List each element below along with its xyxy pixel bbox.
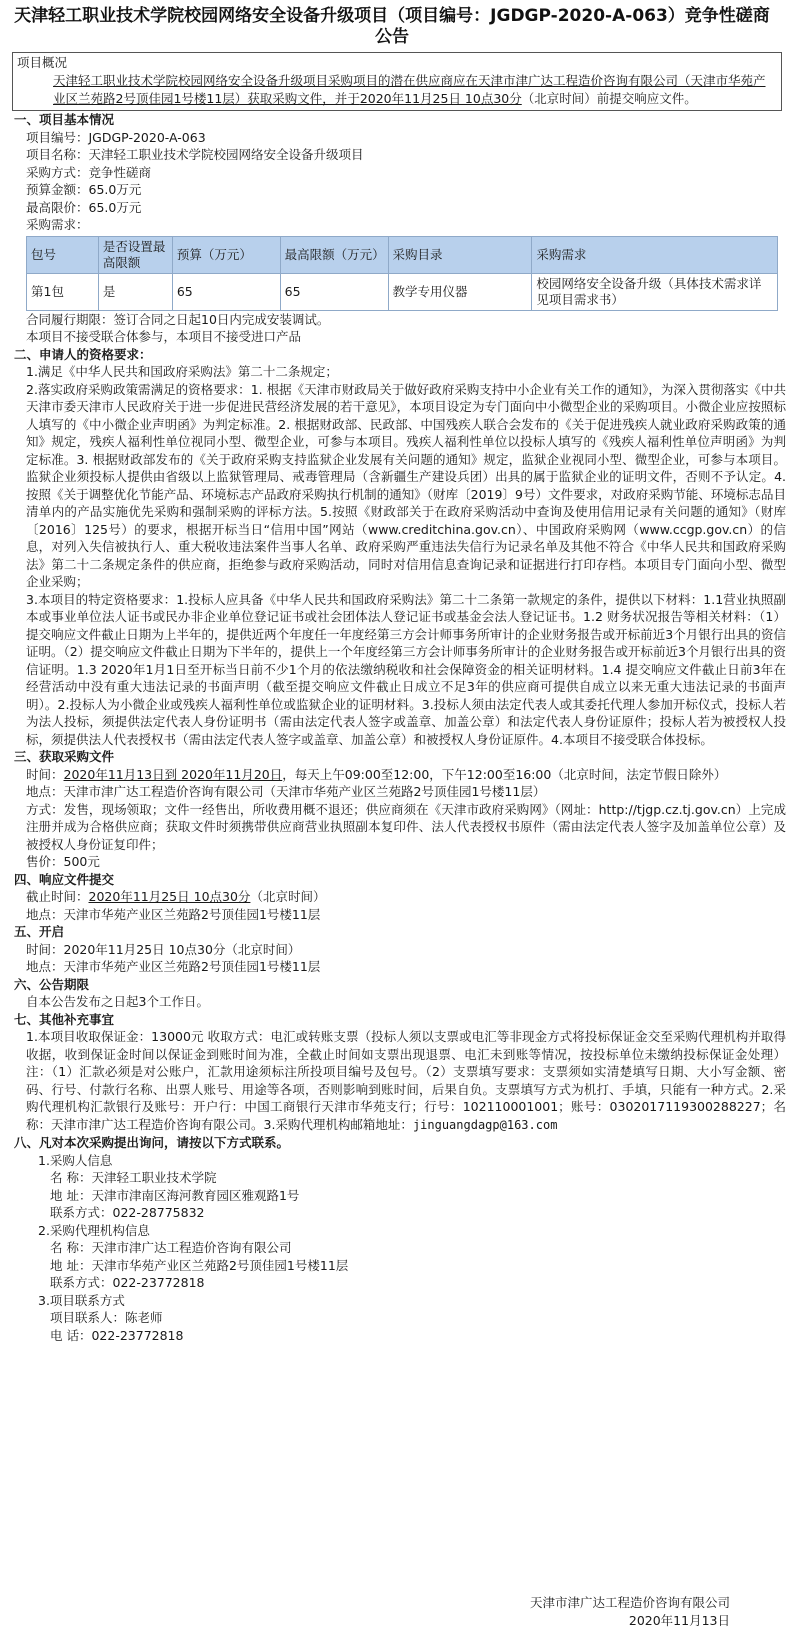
table-cell: 第1包 [27,273,99,310]
section-basic-info-after [14,311,786,1345]
submission-deadline-value: 2020年11月25日 10点30分 [88,889,251,904]
document-price: 售价：500元 [26,854,100,869]
announcement-page [0,6,800,1634]
qualification-1: 1.满足《中华人民共和国政府采购法》第二十二条规定； [26,364,338,379]
table-header-cell: 包号 [27,236,99,273]
procurement-method: 采购方式：竞争性磋商 [26,164,152,180]
agency-phone: 联系方式：022-23772818 [50,1275,205,1290]
section-heading: 一、项目基本情况 [14,112,115,127]
obtain-place: 地点：天津市津广达工程造价咨询有限公司（天津市华苑产业区兰苑路2号顶佳园1号楼11层） [26,784,546,799]
contract-period: 合同履行期限：签订合同之日起10日内完成安装调试。 [26,311,330,327]
agency-email: jinguangdagp@163.com [412,1117,558,1132]
section-basic-info [14,111,786,234]
table-header-cell: 预算（万元） [172,236,280,273]
table-cell: 教学专用仪器 [388,273,532,310]
signature-date: 2020年11月13日 [628,1613,730,1628]
table-cell: 65 [172,273,280,310]
supplementary-text: 1.本项目收取保证金：13000元 收取方式：电汇或转账支票（投标人须以支票或电汇等非现金方式将投标保证金交至采购代理机构并取得收据，收到保证金时间以保证金到账时间为准，全截止时间如支票出现退票、电汇未到账等情况，按投标单位未缴纳投标保证金处理）注：（1）汇款必须是对公账户，汇款用途须标注所投项目编号及包号。（2）支票填写要求：支票须如实清楚填写日期、大小写金额、密码、行号、付款行名称、出票人账号、用途等各项，否则影响到账时间，后果自负。支票填写方式为机打、手填，只能有一种方式。2.采购代理机构汇款银行及账号：开户行：中国工商银行天津市华苑支行；行号：102110001001；账号：0302017119300288227；名称：天津市津广达工程造价咨询有限公司。3.采购代理机构邮箱地址： [26,1029,786,1132]
agency-name: 名 称：天津市津广达工程造价咨询有限公司 [50,1240,292,1255]
submission-deadline-label: 截止时间： [26,889,89,904]
section-heading: 八、凡对本次采购提出询问，请按以下方式联系。 [14,1135,290,1150]
overview-text-a: 天津轻工职业技术学院校园网络安全设备升级项目采购项目的潜在供应商应在天津市津广达工程造价咨询有限公司（天津市华苑产业区兰苑路2号顶佳园1号楼11层）获取采购文件，并于 [53,73,766,106]
signature-block [530,1594,730,1630]
table-header-cell: 采购需求 [532,236,778,273]
table-cell: 65 [280,273,388,310]
obtain-time-value: 2020年11月13日到 2020年11月20日 [63,766,283,782]
submission-deadline-rest: （北京时间） [250,889,326,904]
section-heading: 二、申请人的资格要求： [14,346,152,362]
opening-time: 时间：2020年11月25日 10点30分（北京时间） [26,941,301,957]
procurement-demand-label: 采购需求： [26,217,89,232]
max-price: 最高限价：65.0万元 [26,199,142,215]
table-header-row [27,236,778,273]
section-heading: 六、公告期限 [14,976,90,992]
table-row [27,273,778,310]
overview-heading: 项目概况 [17,55,68,70]
section-heading: 四、响应文件提交 [14,871,115,887]
overview-text [17,72,777,108]
budget-amount: 预算金额：65.0万元 [26,182,142,197]
project-overview-box [12,52,782,111]
project-name: 项目名称：天津轻工职业技术学院校园网络安全设备升级项目 [26,147,364,162]
section-heading: 七、其他补充事宜 [14,1011,115,1027]
qualification-3: 3.本项目的特定资格要求：1.投标人应具备《中华人民共和国政府采购法》第二十二条第一款规定的条件，提供以下材料：1.1营业执照副本或事业单位法人证书或民办非企业单位登记证书或社会团体法人登记证书或基金会法人登记证书。1.2 财务状况报告等相关材料：（1）提交响应文件截止日期为上半年的，提供近两个年度任一年度经第三方会计师事务所审计的企业财务报告或开标前近3个月银行出具的资信证明。（2）提交响应文件截止日期为下半年的，提供上一个年度经第三方会计师事务所审计的企业财务报告或开标前近3个月银行出具的资信证明。1.3 2020年1月1日至开标当日前不少1个月的依法缴纳税收和社会保障资金的相关证明材料。1.4 提交响应文件截止日前3年在经营活动中没有重大违法记录的书面声明（截至提交响应文件截止日成立不足3年的供应商可提供自成立以来无重大违法记录的书面声明）。2.投标人为小微企业或残疾人福利性单位或监狱企业的证明材料。3.投标人须由法定代表人或其委托代理人参加开标仪式，投标人若为法人投标，须提供法定代表人身份证明书（需由法定代表人签字或盖章、加盖公章）和法定代表人身份证原件；投标人若为被授权人投标，须提供法人代表授权书（需由法定代表人签字或盖章、加盖公章）和被授权人身份证原件。4.本项目不接受联合体投标。 [26,591,786,747]
signature-company: 天津市津广达工程造价咨询有限公司 [529,1595,730,1610]
section-heading: 五、开启 [14,924,65,939]
table-cell: 校园网络安全设备升级（具体技术需求详见项目需求书） [532,273,778,310]
section-heading: 三、获取采购文件 [14,749,115,764]
opening-place: 地点：天津市华苑产业区兰苑路2号顶佳园1号楼11层 [26,959,321,974]
requirements-table [26,236,778,311]
purchaser-name: 名 称：天津轻工职业技术学院 [50,1170,217,1185]
submission-place: 地点：天津市华苑产业区兰苑路2号顶佳园1号楼11层 [26,906,321,922]
obtain-time-label: 时间： [26,766,64,782]
agency-address: 地 址：天津市华苑产业区兰苑路2号顶佳园1号楼11层 [50,1257,349,1273]
page-title: 天津轻工职业技术学院校园网络安全设备升级项目（项目编号：JGDGP-2020-A-063）竞争性磋商公告 [14,6,770,47]
contact-title: 3.项目联系方式 [38,1292,125,1308]
contact-person: 项目联系人：陈老师 [50,1310,163,1325]
consortium-note: 本项目不接受联合体参与，本项目不接受进口产品 [26,329,302,344]
qualification-2: 2.落实政府采购政策需满足的资格要求：1. 根据《天津市财政局关于做好政府采购支持中小企业有关工作的通知》，为深入贯彻落实《中共天津市委天津市人民政府关于进一步促进民营经济发展的若干意见》，本项目设定为专门面向中小微型企业的采购项目。小微企业应按照标人填写的《中小微企业声明函》为判定标准。2. 根据财政部、民政部、中国残疾人联合会发布的《关于促进残疾人就业政府采购政策的通知》规定，残疾人福利性单位视同小型、微型企业，可参与本项目。残疾人福利性单位以投标人填写的《残疾人福利性单位声明函》为判定标准。3. 根据财政部发布的《关于政府采购支持监狱企业发展有关问题的通知》规定，监狱企业视同小型、微型企业，可参与本项目。监狱企业须投标人提供由省级以上监狱管理局、戒毒管理局（含新疆生产建设兵团）出具的属于监狱企业的证明文件，否则不予认定。4.按照《关于调整优化节能产品、环境标志产品政府采购执行机制的通知》（财库〔2019〕9号）文件要求，对政府采购节能、环境标志品目清单内的产品实施优先采购和强制采购的评标方法。5.按照《财政部关于在政府采购活动中查询及使用信用记录有关问题的通知》（财库〔2016〕125号）的要求，根据开标当日“信用中国”网站（www.creditchina.gov.cn）、中国政府采购网（www.ccgp.gov.cn）的信息，对列入失信被执行人、重大税收违法案件当事人名单、政府采购严重违法失信行为记录名单及其他不符合《中华人民共和国政府采购法》第二十二条规定条件的供应商，拒绝参与政府采购活动，同时对信用信息查询记录和证据进行打印存档。本项目专门面向小型、微型企业采购； [26,381,786,589]
purchaser-address: 地 址：天津市津南区海河教育园区雅观路1号 [50,1187,300,1203]
purchaser-phone: 联系方式：022-28775832 [50,1205,205,1220]
table-header-cell: 是否设置最高限额 [98,236,172,273]
contact-phone: 电 话：022-23772818 [50,1327,184,1343]
submission-deadline [14,888,786,906]
overview-deadline: 2020年11月25日 10点30分 [359,91,522,106]
obtain-time-rest: ，每天上午09:00至12:00，下午12:00至16:00（北京时间，法定节假日除外） [282,766,727,782]
obtain-time [14,766,786,784]
supplementary-info [14,1028,786,1134]
overview-text-b: （北京时间）前提交响应文件。 [521,91,697,106]
project-number: 项目编号：JGDGP-2020-A-063 [26,129,206,145]
table-header-cell: 采购目录 [388,236,532,273]
notice-period: 自本公告发布之日起3个工作日。 [26,994,209,1009]
agency-title: 2.采购代理机构信息 [38,1222,150,1238]
table-header-cell: 最高限额（万元） [280,236,388,273]
obtain-method: 方式：发售，现场领取；文件一经售出，所收费用概不退还；供应商须在《天津市政府采购网》（网址：http://tjgp.cz.tj.gov.cn）上完成注册并成为合格供应商；获取文件时须携带供应商营业执照副本复印件、法人代表授权书原件（需由法定代表人签字及加盖单位公章）及被授权人身份证复印件； [26,801,786,852]
purchaser-title: 1.采购人信息 [38,1152,113,1168]
table-cell: 是 [98,273,172,310]
